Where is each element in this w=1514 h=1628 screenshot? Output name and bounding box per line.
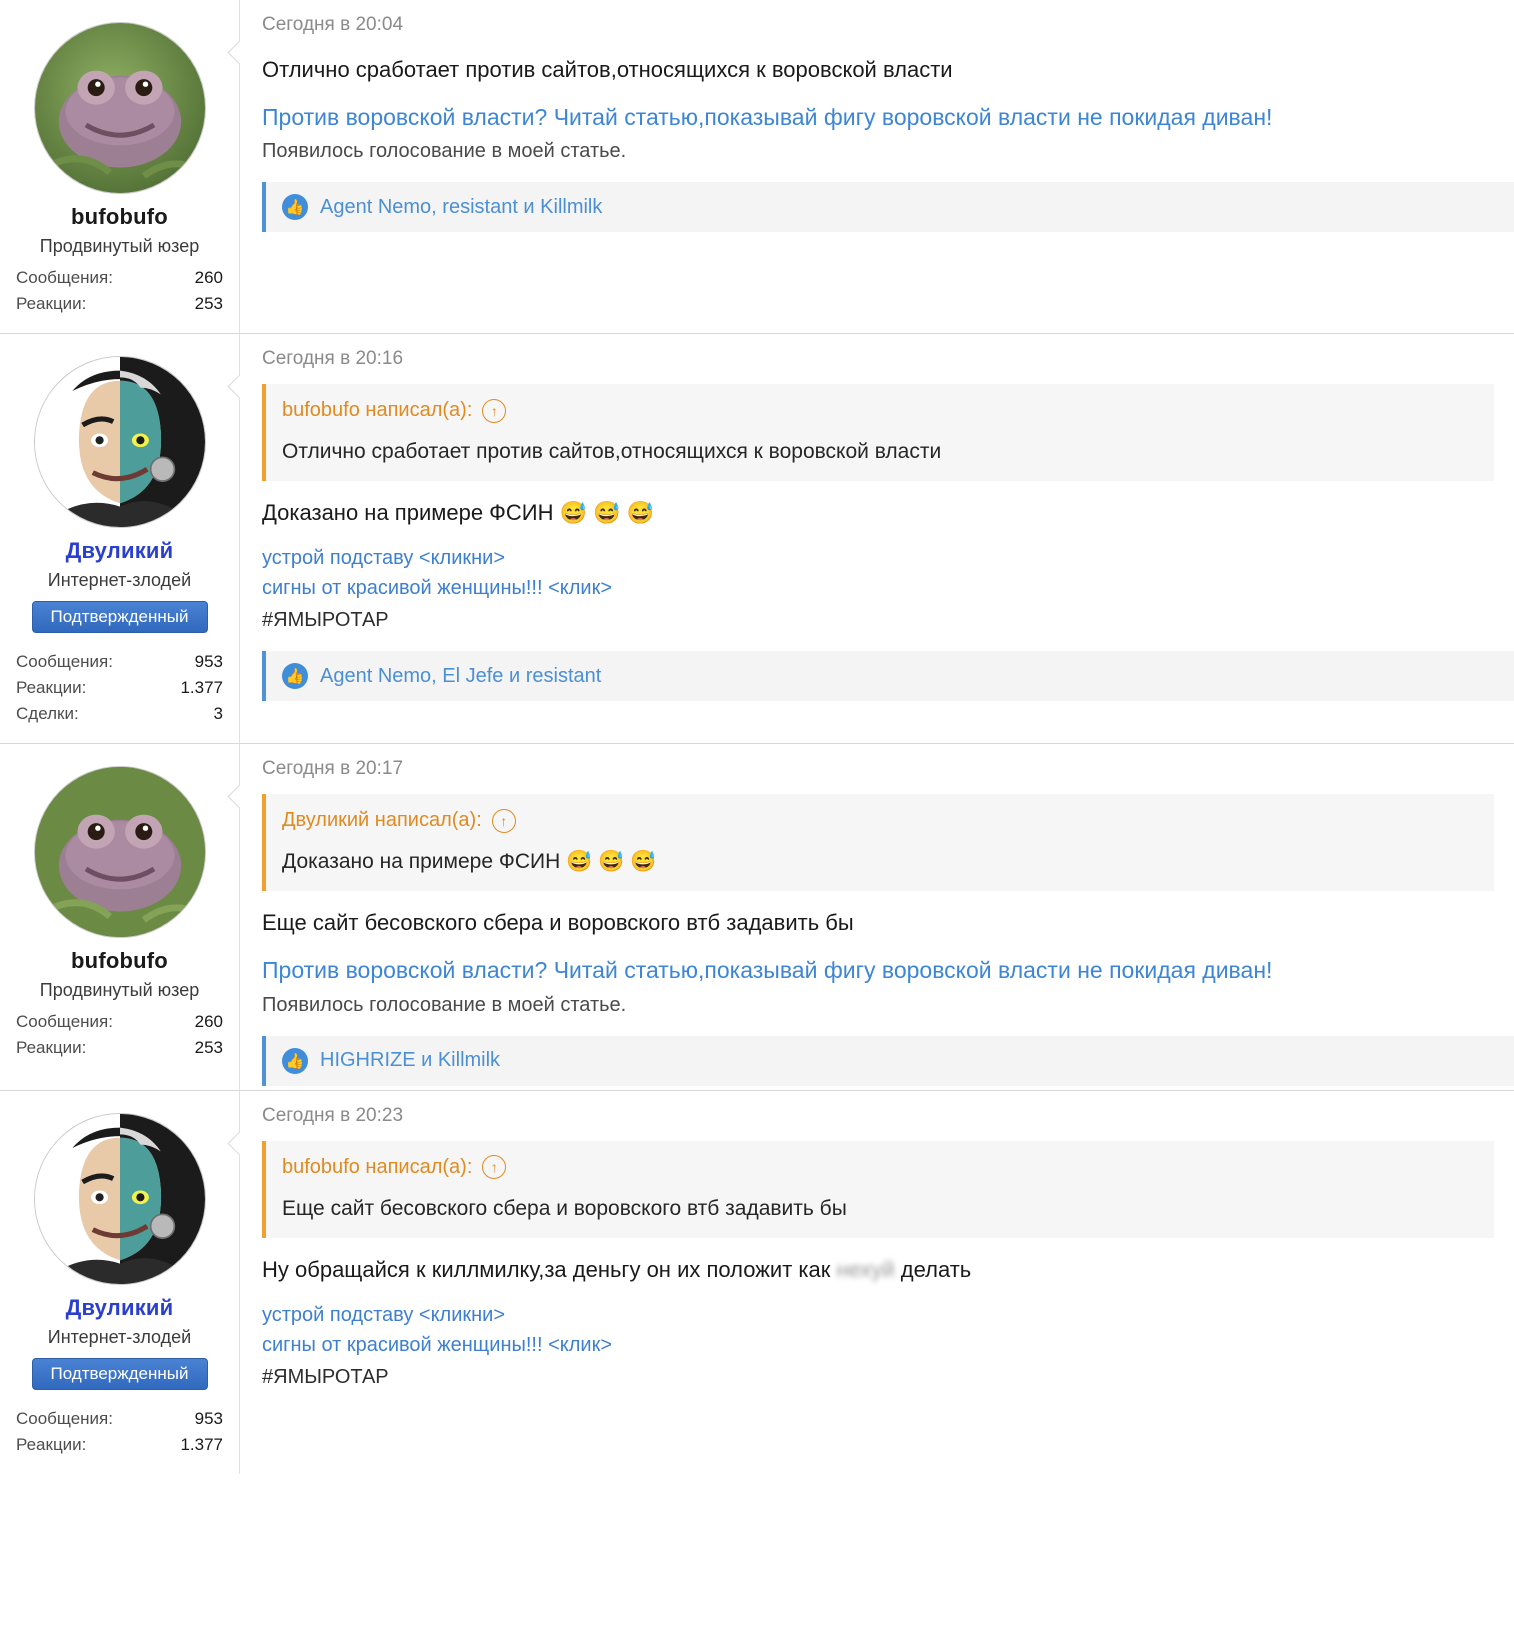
stat-row [14,1035,225,1061]
signature-link[interactable]: устрой подставу <кликни> [262,1304,506,1327]
stat-value: 3 [213,704,223,723]
quote-header[interactable] [282,806,1478,835]
reactions-text[interactable]: Agent Nemo, El Jefe и resistant [320,664,602,687]
post-message [240,0,1514,333]
stat-row [14,701,225,727]
jump-to-post-icon[interactable]: ↑ [492,809,516,833]
censored-word: нехуй [836,1257,895,1283]
avatar[interactable] [34,356,206,528]
post-signature [262,953,1494,1020]
post [0,744,1514,1091]
stat-label: Сделки: [16,704,79,723]
post-author-column [0,0,240,333]
post-body [240,42,1514,166]
reactions-bar[interactable] [262,1036,1514,1086]
post-author-column [0,1091,240,1474]
signature-link[interactable]: устрой подставу <кликни> [262,547,506,570]
signature-note: Появилось голосование в моей статье. [262,140,627,163]
post-text: Еще сайт бесовского сбера и воровского втб задавить бы [262,910,854,936]
stat-row [14,1432,225,1458]
toad-avatar-image [35,23,205,193]
author-name[interactable]: bufobufo [71,204,168,229]
post-text [262,1254,1494,1286]
signature-link[interactable]: Против воровской власти? Читай статью,показывай фигу воровской власти не покидая диван! [262,103,1273,130]
author-title: Продвинутый юзер [39,236,200,256]
author-title: Интернет-злодей [47,570,192,590]
post [0,1091,1514,1474]
stat-label: Реакции: [16,1038,87,1057]
signature-tag: #ЯМЫРОТАР [262,609,389,632]
stat-label: Сообщения: [16,1012,113,1031]
post-text: Доказано на примере ФСИН 😅 😅 😅 [262,500,655,526]
jump-to-post-icon[interactable]: ↑ [482,1155,506,1179]
reactions-text[interactable]: HIGHRIZE и Killmilk [320,1049,501,1072]
stat-value: 260 [194,268,223,287]
author-stats [14,1406,225,1458]
quote-block[interactable] [262,794,1494,891]
stat-value: 953 [194,652,223,671]
post-timestamp[interactable]: Сегодня в 20:23 [262,1104,404,1126]
post-timestamp[interactable]: Сегодня в 20:17 [262,758,404,779]
post [0,0,1514,334]
twoface-avatar-image [35,357,205,527]
post-text: Отлично сработает против сайтов,относящихся к воровской власти [262,57,953,82]
stat-label: Реакции: [16,294,87,313]
quote-text: Еще сайт бесовского сбера и воровского втб задавить бы [282,1196,847,1220]
thumbs-up-icon: 👍 [282,194,308,220]
status-badge: Подтвержденный [32,1358,208,1390]
stat-value: 1.377 [180,1434,223,1454]
author-name[interactable]: bufobufo [71,948,168,973]
post [0,334,1514,744]
post-signature [262,543,1494,635]
post-timestamp[interactable]: Сегодня в 20:16 [262,348,404,369]
stat-value: 253 [194,1038,223,1057]
post-message [240,1091,1514,1474]
stat-label: Реакции: [16,678,87,697]
quote-text: Отлично сработает против сайтов,относящихся к воровской власти [282,440,942,463]
author-stats [14,265,225,317]
signature-link[interactable]: Против воровской власти? Читай статью,показывай фигу воровской власти не покидая диван! [262,957,1273,984]
quote-text: Доказано на примере ФСИН 😅 😅 😅 [282,850,657,873]
post-signature [262,1300,1494,1392]
post-timestamp[interactable]: Сегодня в 20:04 [262,14,404,35]
stat-row [14,675,225,701]
quote-header[interactable] [282,396,1478,425]
thumbs-up-icon: 👍 [282,663,308,689]
signature-note: Появилось голосование в моей статье. [262,993,627,1016]
quote-author[interactable]: bufobufo написал(а): [282,1155,473,1178]
stat-label: Сообщения: [16,268,113,287]
post-author-column [0,334,240,743]
stat-value: 953 [194,1408,223,1428]
post-text-before: Ну обращайся к киллмилку,за деньгу он их положит как [262,1257,837,1283]
signature-tag: #ЯМЫРОТАР [262,1366,389,1389]
post-message [240,334,1514,743]
stat-row [14,265,225,291]
post-message [240,744,1514,1090]
author-stats [14,649,225,727]
status-badge: Подтвержденный [32,601,208,633]
author-name[interactable]: Двуликий [65,1294,174,1320]
avatar[interactable] [34,1113,206,1285]
post-text-after: делать [894,1257,972,1283]
author-title: Продвинутый юзер [39,980,200,1000]
stat-row [14,1406,225,1432]
avatar[interactable] [34,766,206,938]
signature-link[interactable]: сигны от красивой женщины!!! <клик> [262,1334,613,1357]
reactions-bar[interactable] [262,182,1514,232]
stat-value: 260 [194,1012,223,1031]
quote-block[interactable] [262,384,1494,481]
stat-row [14,1009,225,1035]
author-stats [14,1009,225,1061]
author-name[interactable]: Двуликий [65,538,174,563]
post-body [240,1133,1514,1392]
jump-to-post-icon[interactable]: ↑ [482,399,506,423]
post-author-column [0,744,240,1090]
stat-row [14,649,225,675]
post-body [240,786,1514,1020]
thumbs-up-icon: 👍 [282,1048,308,1074]
stat-label: Сообщения: [16,652,113,671]
post-signature [262,100,1494,167]
signature-link[interactable]: сигны от красивой женщины!!! <клик> [262,577,613,600]
quote-author[interactable]: bufobufo написал(а): [282,399,473,421]
author-title: Интернет-злодей [47,1326,192,1347]
avatar[interactable] [34,22,206,194]
stat-label: Реакции: [16,1434,87,1454]
toad-avatar-image [35,767,205,937]
stat-row [14,291,225,317]
stat-value: 253 [194,294,223,313]
stat-value: 1.377 [180,678,223,697]
reactions-bar[interactable] [262,651,1514,701]
post-body [240,376,1514,635]
stat-label: Сообщения: [16,1408,113,1428]
quote-header[interactable] [282,1153,1478,1182]
quote-author[interactable]: Двуликий написал(а): [282,809,482,831]
twoface-avatar-image [35,1114,205,1284]
reactions-text[interactable]: Agent Nemo, resistant и Killmilk [320,195,603,218]
quote-block[interactable] [262,1141,1494,1238]
